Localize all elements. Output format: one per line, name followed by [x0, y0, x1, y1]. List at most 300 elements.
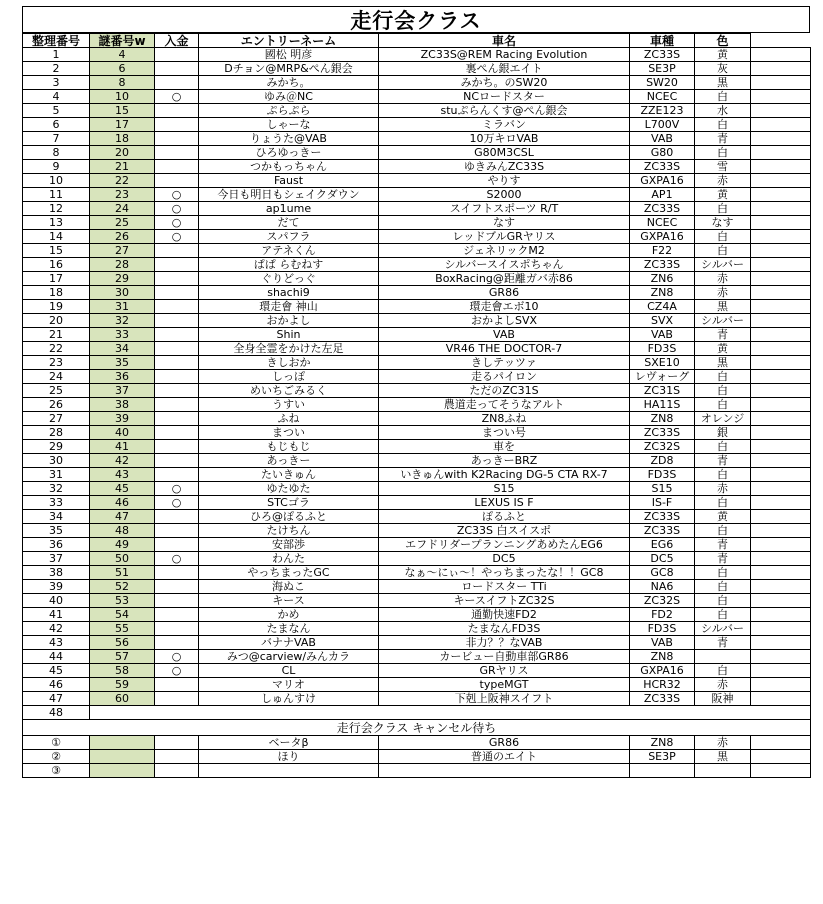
cell-extra — [751, 736, 811, 750]
table-row — [23, 160, 811, 174]
table-row — [23, 258, 811, 272]
cell-entry-name: 環走會 神山 — [199, 300, 379, 314]
header-car-name: 車名 — [379, 34, 630, 48]
cell-bib-number: 40 — [90, 426, 155, 440]
cell-entry-name: みつ@carview/みんカラ — [199, 650, 379, 664]
cell-extra — [751, 90, 811, 104]
cell-car-name: おかよしSVX — [379, 314, 630, 328]
cell-payment-mark — [155, 412, 199, 426]
cell-car-model: ZC32S — [630, 440, 695, 454]
cell-seiri-number: 24 — [23, 370, 90, 384]
cell-car-color: 白 — [695, 664, 751, 678]
table-row — [23, 202, 811, 216]
cell-bib-number: 10 — [90, 90, 155, 104]
cell-car-color: 白 — [695, 244, 751, 258]
cell-bib-number: 35 — [90, 356, 155, 370]
cell-car-name: カービュー自動車部GR86 — [379, 650, 630, 664]
cell-extra — [751, 538, 811, 552]
cell-car-model: SE3P — [630, 750, 695, 764]
table-row — [23, 286, 811, 300]
cell-entry-name: たいきゅん — [199, 468, 379, 482]
cell-entry-name: ゆたゆた — [199, 482, 379, 496]
cell-car-name: ZC33S@REM Racing Evolution — [379, 48, 630, 62]
cell-payment-mark — [155, 750, 199, 764]
cell-car-model: HA11S — [630, 398, 695, 412]
cell-extra — [751, 552, 811, 566]
table-row — [23, 272, 811, 286]
cell-car-color: 黒 — [695, 76, 751, 90]
cell-car-model: ZC33S — [630, 426, 695, 440]
cell-car-model: VAB — [630, 328, 695, 342]
cell-car-name: やりす — [379, 174, 630, 188]
cell-car-name: LEXUS IS F — [379, 496, 630, 510]
cell-car-name: BoxRacing@距離ガバ赤86 — [379, 272, 630, 286]
cell-payment-mark — [155, 440, 199, 454]
cell-bib-number — [90, 736, 155, 750]
cell-car-color: 白 — [695, 566, 751, 580]
cell-bib-number: 57 — [90, 650, 155, 664]
cell-car-color: 白 — [695, 398, 751, 412]
cell-extra — [751, 104, 811, 118]
sheet-title: 走行会クラス — [22, 6, 810, 33]
cell-payment-mark: ○ — [155, 230, 199, 244]
cell-car-name: 通勤快速FD2 — [379, 608, 630, 622]
cell-car-color: 青 — [695, 328, 751, 342]
cell-extra — [751, 750, 811, 764]
cell-seiri-number: 41 — [23, 608, 90, 622]
cell-car-color: 赤 — [695, 482, 751, 496]
cell-car-color: 白 — [695, 608, 751, 622]
cell-bib-number: 53 — [90, 594, 155, 608]
cell-payment-mark — [155, 118, 199, 132]
table-row — [23, 496, 811, 510]
cell-extra — [751, 118, 811, 132]
cell-seiri-number: 44 — [23, 650, 90, 664]
table-row — [23, 342, 811, 356]
cell-car-name: いきゅんwith K2Racing DG-5 CTA RX-7 — [379, 468, 630, 482]
table-row — [23, 230, 811, 244]
cell-entry-name: ぐりどっぐ — [199, 272, 379, 286]
cell-seiri-number: 35 — [23, 524, 90, 538]
cell-entry-name: Dチョン@MRP&ぺん銀会 — [199, 62, 379, 76]
cell-seiri-number: 28 — [23, 426, 90, 440]
cell-entry-name: ゆみ＠NC — [199, 90, 379, 104]
cell-entry-name: ベータβ — [199, 736, 379, 750]
cell-bib-number: 42 — [90, 454, 155, 468]
table-row — [23, 426, 811, 440]
cell-payment-mark — [155, 594, 199, 608]
cell-car-model: ZN8 — [630, 286, 695, 300]
cell-car-color: 水 — [695, 104, 751, 118]
cell-car-model: ZC33S — [630, 510, 695, 524]
cell-car-color: 白 — [695, 440, 751, 454]
cell-seiri-number: 39 — [23, 580, 90, 594]
cell-bib-number: 45 — [90, 482, 155, 496]
cell-seiri-number: 5 — [23, 104, 90, 118]
cell-payment-mark — [155, 174, 199, 188]
cell-extra — [751, 678, 811, 692]
cell-extra — [751, 468, 811, 482]
cell-seiri-number: 20 — [23, 314, 90, 328]
cell-entry-name: めいちごみるく — [199, 384, 379, 398]
cell-seiri-number: 48 — [23, 706, 90, 720]
cell-entry-name: 海ぬこ — [199, 580, 379, 594]
cell-car-name: なす — [379, 216, 630, 230]
cell-car-name: まつい号 — [379, 426, 630, 440]
table-row — [23, 440, 811, 454]
cell-car-color: オレンジ — [695, 412, 751, 426]
cell-entry-name: 全身全霊をかけた左足 — [199, 342, 379, 356]
cell-car-color: 赤 — [695, 286, 751, 300]
cell-payment-mark — [155, 146, 199, 160]
cell-bib-number: 6 — [90, 62, 155, 76]
table-row — [23, 174, 811, 188]
cell-bib-number: 17 — [90, 118, 155, 132]
table-row — [23, 132, 811, 146]
cell-car-color: シルバー — [695, 314, 751, 328]
cell-extra — [751, 496, 811, 510]
cell-entry-name: やっちまったGC — [199, 566, 379, 580]
cell-entry-name: まつい — [199, 426, 379, 440]
cell-payment-mark — [155, 580, 199, 594]
cell-seiri-number: 23 — [23, 356, 90, 370]
table-row — [23, 188, 811, 202]
cell-seiri-number: 30 — [23, 454, 90, 468]
cell-seiri-number: 36 — [23, 538, 90, 552]
header-bib-number: 謎番号w — [90, 34, 155, 48]
cell-entry-name: キース — [199, 594, 379, 608]
cell-seiri-number: 6 — [23, 118, 90, 132]
cell-car-model: SXE10 — [630, 356, 695, 370]
cell-car-name: 車を — [379, 440, 630, 454]
cell-extra — [751, 48, 811, 62]
cell-payment-mark: ○ — [155, 188, 199, 202]
cell-entry-name: アテネくん — [199, 244, 379, 258]
cell-bib-number: 34 — [90, 342, 155, 356]
spreadsheet — [22, 6, 810, 778]
cell-car-color — [695, 764, 751, 778]
cell-entry-name: 安部渉 — [199, 538, 379, 552]
cell-bib-number: 38 — [90, 398, 155, 412]
cell-car-color: 白 — [695, 230, 751, 244]
cell-car-color: 黒 — [695, 300, 751, 314]
table-row — [23, 300, 811, 314]
cell-car-name: DC5 — [379, 552, 630, 566]
cell-car-name: S15 — [379, 482, 630, 496]
cell-seiri-number: 38 — [23, 566, 90, 580]
cell-car-color: 白 — [695, 468, 751, 482]
cell-seiri-number: 2 — [23, 62, 90, 76]
table-row — [23, 524, 811, 538]
cell-entry-name: スパフラ — [199, 230, 379, 244]
cell-seiri-number: 34 — [23, 510, 90, 524]
cell-bib-number: 32 — [90, 314, 155, 328]
cell-bib-number: 43 — [90, 468, 155, 482]
cell-car-color: 赤 — [695, 272, 751, 286]
cell-payment-mark — [155, 244, 199, 258]
cell-car-model: SVX — [630, 314, 695, 328]
cell-bib-number: 33 — [90, 328, 155, 342]
cell-entry-name: かめ — [199, 608, 379, 622]
table-row-48 — [23, 706, 811, 720]
cell-bib-number: 8 — [90, 76, 155, 90]
cell-extra — [751, 258, 811, 272]
cell-entry-name: ぷらぷら — [199, 104, 379, 118]
cell-bib-number: 50 — [90, 552, 155, 566]
cell-payment-mark — [155, 286, 199, 300]
table-row — [23, 398, 811, 412]
cell-payment-mark: ○ — [155, 482, 199, 496]
cell-seiri-number: 16 — [23, 258, 90, 272]
cell-seiri-number: 3 — [23, 76, 90, 90]
cell-car-color: 赤 — [695, 174, 751, 188]
cell-car-color: 黒 — [695, 750, 751, 764]
cell-bib-number: 18 — [90, 132, 155, 146]
cell-entry-name: Shin — [199, 328, 379, 342]
waitlist-title-row — [23, 720, 811, 736]
cell-car-model: GXPA16 — [630, 230, 695, 244]
cell-car-name: ミラバン — [379, 118, 630, 132]
cell-seiri-number: 29 — [23, 440, 90, 454]
cell-car-color: シルバー — [695, 622, 751, 636]
cell-bib-number: 48 — [90, 524, 155, 538]
cell-payment-mark — [155, 160, 199, 174]
cell-extra — [751, 174, 811, 188]
cell-seiri-number: 37 — [23, 552, 90, 566]
cell-car-color: 白 — [695, 524, 751, 538]
cell-bib-number: 55 — [90, 622, 155, 636]
cell-car-name: なぁ〜にぃ〜！やっちまったな！！GC8 — [379, 566, 630, 580]
cell-bib-number — [90, 750, 155, 764]
cell-car-name: ZN8ふね — [379, 412, 630, 426]
cell-car-model: S15 — [630, 482, 695, 496]
table-row — [23, 650, 811, 664]
cell-extra — [751, 622, 811, 636]
cell-extra — [751, 272, 811, 286]
cell-payment-mark — [155, 300, 199, 314]
cell-car-model: ZC33S — [630, 692, 695, 706]
cell-payment-mark — [155, 132, 199, 146]
cell-extra — [751, 482, 811, 496]
cell-payment-mark — [155, 566, 199, 580]
cell-car-name: ぽるふと — [379, 510, 630, 524]
cell-car-model: NCEC — [630, 90, 695, 104]
cell-entry-name: マリオ — [199, 678, 379, 692]
cell-bib-number — [90, 764, 155, 778]
cell-payment-mark — [155, 272, 199, 286]
table-row — [23, 552, 811, 566]
cell-entry-name: たけちん — [199, 524, 379, 538]
cell-bib-number: 52 — [90, 580, 155, 594]
table-row — [23, 538, 811, 552]
cell-car-model: ZC33S — [630, 202, 695, 216]
cell-seiri-number: 9 — [23, 160, 90, 174]
table-row — [23, 454, 811, 468]
cell-car-color: 雪 — [695, 160, 751, 174]
cell-entry-name: だて — [199, 216, 379, 230]
table-row — [23, 412, 811, 426]
cell-car-model: EG6 — [630, 538, 695, 552]
cell-entry-name: ひろ@ぽるふと — [199, 510, 379, 524]
cell-seiri-number: 12 — [23, 202, 90, 216]
cell-entry-name: 今日も明日もシェイクダウン — [199, 188, 379, 202]
cell-car-color: 白 — [695, 594, 751, 608]
cell-entry-name: ap1ume — [199, 202, 379, 216]
cell-seiri-number: 4 — [23, 90, 90, 104]
table-row — [23, 566, 811, 580]
cell-entry-name: しゅんすけ — [199, 692, 379, 706]
cell-car-color: 青 — [695, 636, 751, 650]
cell-car-color: 赤 — [695, 736, 751, 750]
cell-car-model: ZC32S — [630, 594, 695, 608]
cell-bib-number: 31 — [90, 300, 155, 314]
cell-extra — [751, 146, 811, 160]
table-row — [23, 146, 811, 160]
cell-car-color: なす — [695, 216, 751, 230]
cell-extra — [751, 230, 811, 244]
cell-car-model: FD3S — [630, 468, 695, 482]
waitlist-row — [23, 764, 811, 778]
cell-car-model: ZC33S — [630, 48, 695, 62]
entry-table — [22, 33, 811, 778]
cell-car-color: 阪神 — [695, 692, 751, 706]
cell-extra — [751, 356, 811, 370]
cell-car-color: 白 — [695, 146, 751, 160]
cell-seiri-number: ③ — [23, 764, 90, 778]
cell-extra — [751, 286, 811, 300]
cell-car-color: 青 — [695, 538, 751, 552]
table-row — [23, 664, 811, 678]
cell-bib-number: 25 — [90, 216, 155, 230]
header-payment-mark: 入金 — [155, 34, 199, 48]
cell-payment-mark: ○ — [155, 664, 199, 678]
cell-payment-mark — [155, 636, 199, 650]
blank-cell — [90, 706, 811, 720]
cell-seiri-number: 43 — [23, 636, 90, 650]
cell-car-name: たまなんFD3S — [379, 622, 630, 636]
cell-car-color: 黄 — [695, 188, 751, 202]
cell-payment-mark: ○ — [155, 496, 199, 510]
cell-payment-mark — [155, 736, 199, 750]
table-row — [23, 580, 811, 594]
cell-car-color: シルバー — [695, 258, 751, 272]
table-row — [23, 384, 811, 398]
table-row — [23, 104, 811, 118]
cell-seiri-number: ① — [23, 736, 90, 750]
cell-extra — [751, 384, 811, 398]
cell-car-model: ZZE123 — [630, 104, 695, 118]
cell-extra — [751, 370, 811, 384]
cell-car-model: FD2 — [630, 608, 695, 622]
cell-car-model: SE3P — [630, 62, 695, 76]
cell-payment-mark — [155, 538, 199, 552]
cell-payment-mark — [155, 622, 199, 636]
cell-entry-name: おかよし — [199, 314, 379, 328]
cell-payment-mark — [155, 398, 199, 412]
cell-bib-number: 30 — [90, 286, 155, 300]
cell-seiri-number: 19 — [23, 300, 90, 314]
waitlist-row — [23, 736, 811, 750]
cell-payment-mark: ○ — [155, 650, 199, 664]
header-row — [23, 34, 811, 48]
table-row — [23, 328, 811, 342]
cell-bib-number: 23 — [90, 188, 155, 202]
cell-bib-number: 47 — [90, 510, 155, 524]
cell-seiri-number: 32 — [23, 482, 90, 496]
cell-payment-mark — [155, 608, 199, 622]
cell-car-model: IS-F — [630, 496, 695, 510]
cell-car-model: DC5 — [630, 552, 695, 566]
cell-car-model: ZD8 — [630, 454, 695, 468]
cell-entry-name: Faust — [199, 174, 379, 188]
cell-seiri-number: 8 — [23, 146, 90, 160]
cell-payment-mark: ○ — [155, 216, 199, 230]
cell-seiri-number: 14 — [23, 230, 90, 244]
cell-payment-mark — [155, 62, 199, 76]
cell-car-name: typeMGT — [379, 678, 630, 692]
cell-extra — [751, 636, 811, 650]
cell-payment-mark — [155, 384, 199, 398]
cell-bib-number: 54 — [90, 608, 155, 622]
cell-car-name: GRヤリス — [379, 664, 630, 678]
cell-entry-name: shachi9 — [199, 286, 379, 300]
cell-car-name: S2000 — [379, 188, 630, 202]
cell-car-name: スイフトスポーツ R/T — [379, 202, 630, 216]
cell-entry-name: CL — [199, 664, 379, 678]
cell-extra — [751, 398, 811, 412]
table-row — [23, 62, 811, 76]
cell-extra — [751, 328, 811, 342]
cell-bib-number: 29 — [90, 272, 155, 286]
cell-car-model: ZC31S — [630, 384, 695, 398]
cell-entry-name: ほり — [199, 750, 379, 764]
cell-payment-mark — [155, 524, 199, 538]
cell-car-model: CZ4A — [630, 300, 695, 314]
cell-seiri-number: 21 — [23, 328, 90, 342]
cell-extra — [751, 440, 811, 454]
cell-payment-mark — [155, 328, 199, 342]
header-entry-name: エントリーネーム — [199, 34, 379, 48]
cell-entry-name: たまなん — [199, 622, 379, 636]
cell-bib-number: 26 — [90, 230, 155, 244]
cell-car-name: GR86 — [379, 286, 630, 300]
cell-seiri-number: 7 — [23, 132, 90, 146]
cell-bib-number: 37 — [90, 384, 155, 398]
cell-payment-mark — [155, 764, 199, 778]
cell-bib-number: 60 — [90, 692, 155, 706]
cell-extra — [751, 244, 811, 258]
cell-seiri-number: 45 — [23, 664, 90, 678]
cell-bib-number: 51 — [90, 566, 155, 580]
cell-entry-name: ぱぱ らむねす — [199, 258, 379, 272]
table-row — [23, 314, 811, 328]
cell-car-color — [695, 650, 751, 664]
cell-car-name: 走るパイロン — [379, 370, 630, 384]
cell-entry-name: バナナVAB — [199, 636, 379, 650]
cell-extra — [751, 692, 811, 706]
cell-extra — [751, 216, 811, 230]
cell-seiri-number: 11 — [23, 188, 90, 202]
cell-entry-name: うすい — [199, 398, 379, 412]
cell-payment-mark — [155, 692, 199, 706]
cell-car-name: きしテッツァ — [379, 356, 630, 370]
cell-bib-number: 20 — [90, 146, 155, 160]
cell-bib-number: 59 — [90, 678, 155, 692]
cell-car-color: 青 — [695, 132, 751, 146]
cell-car-name: みかち。のSW20 — [379, 76, 630, 90]
cell-seiri-number: 26 — [23, 398, 90, 412]
cell-car-color: 赤 — [695, 678, 751, 692]
